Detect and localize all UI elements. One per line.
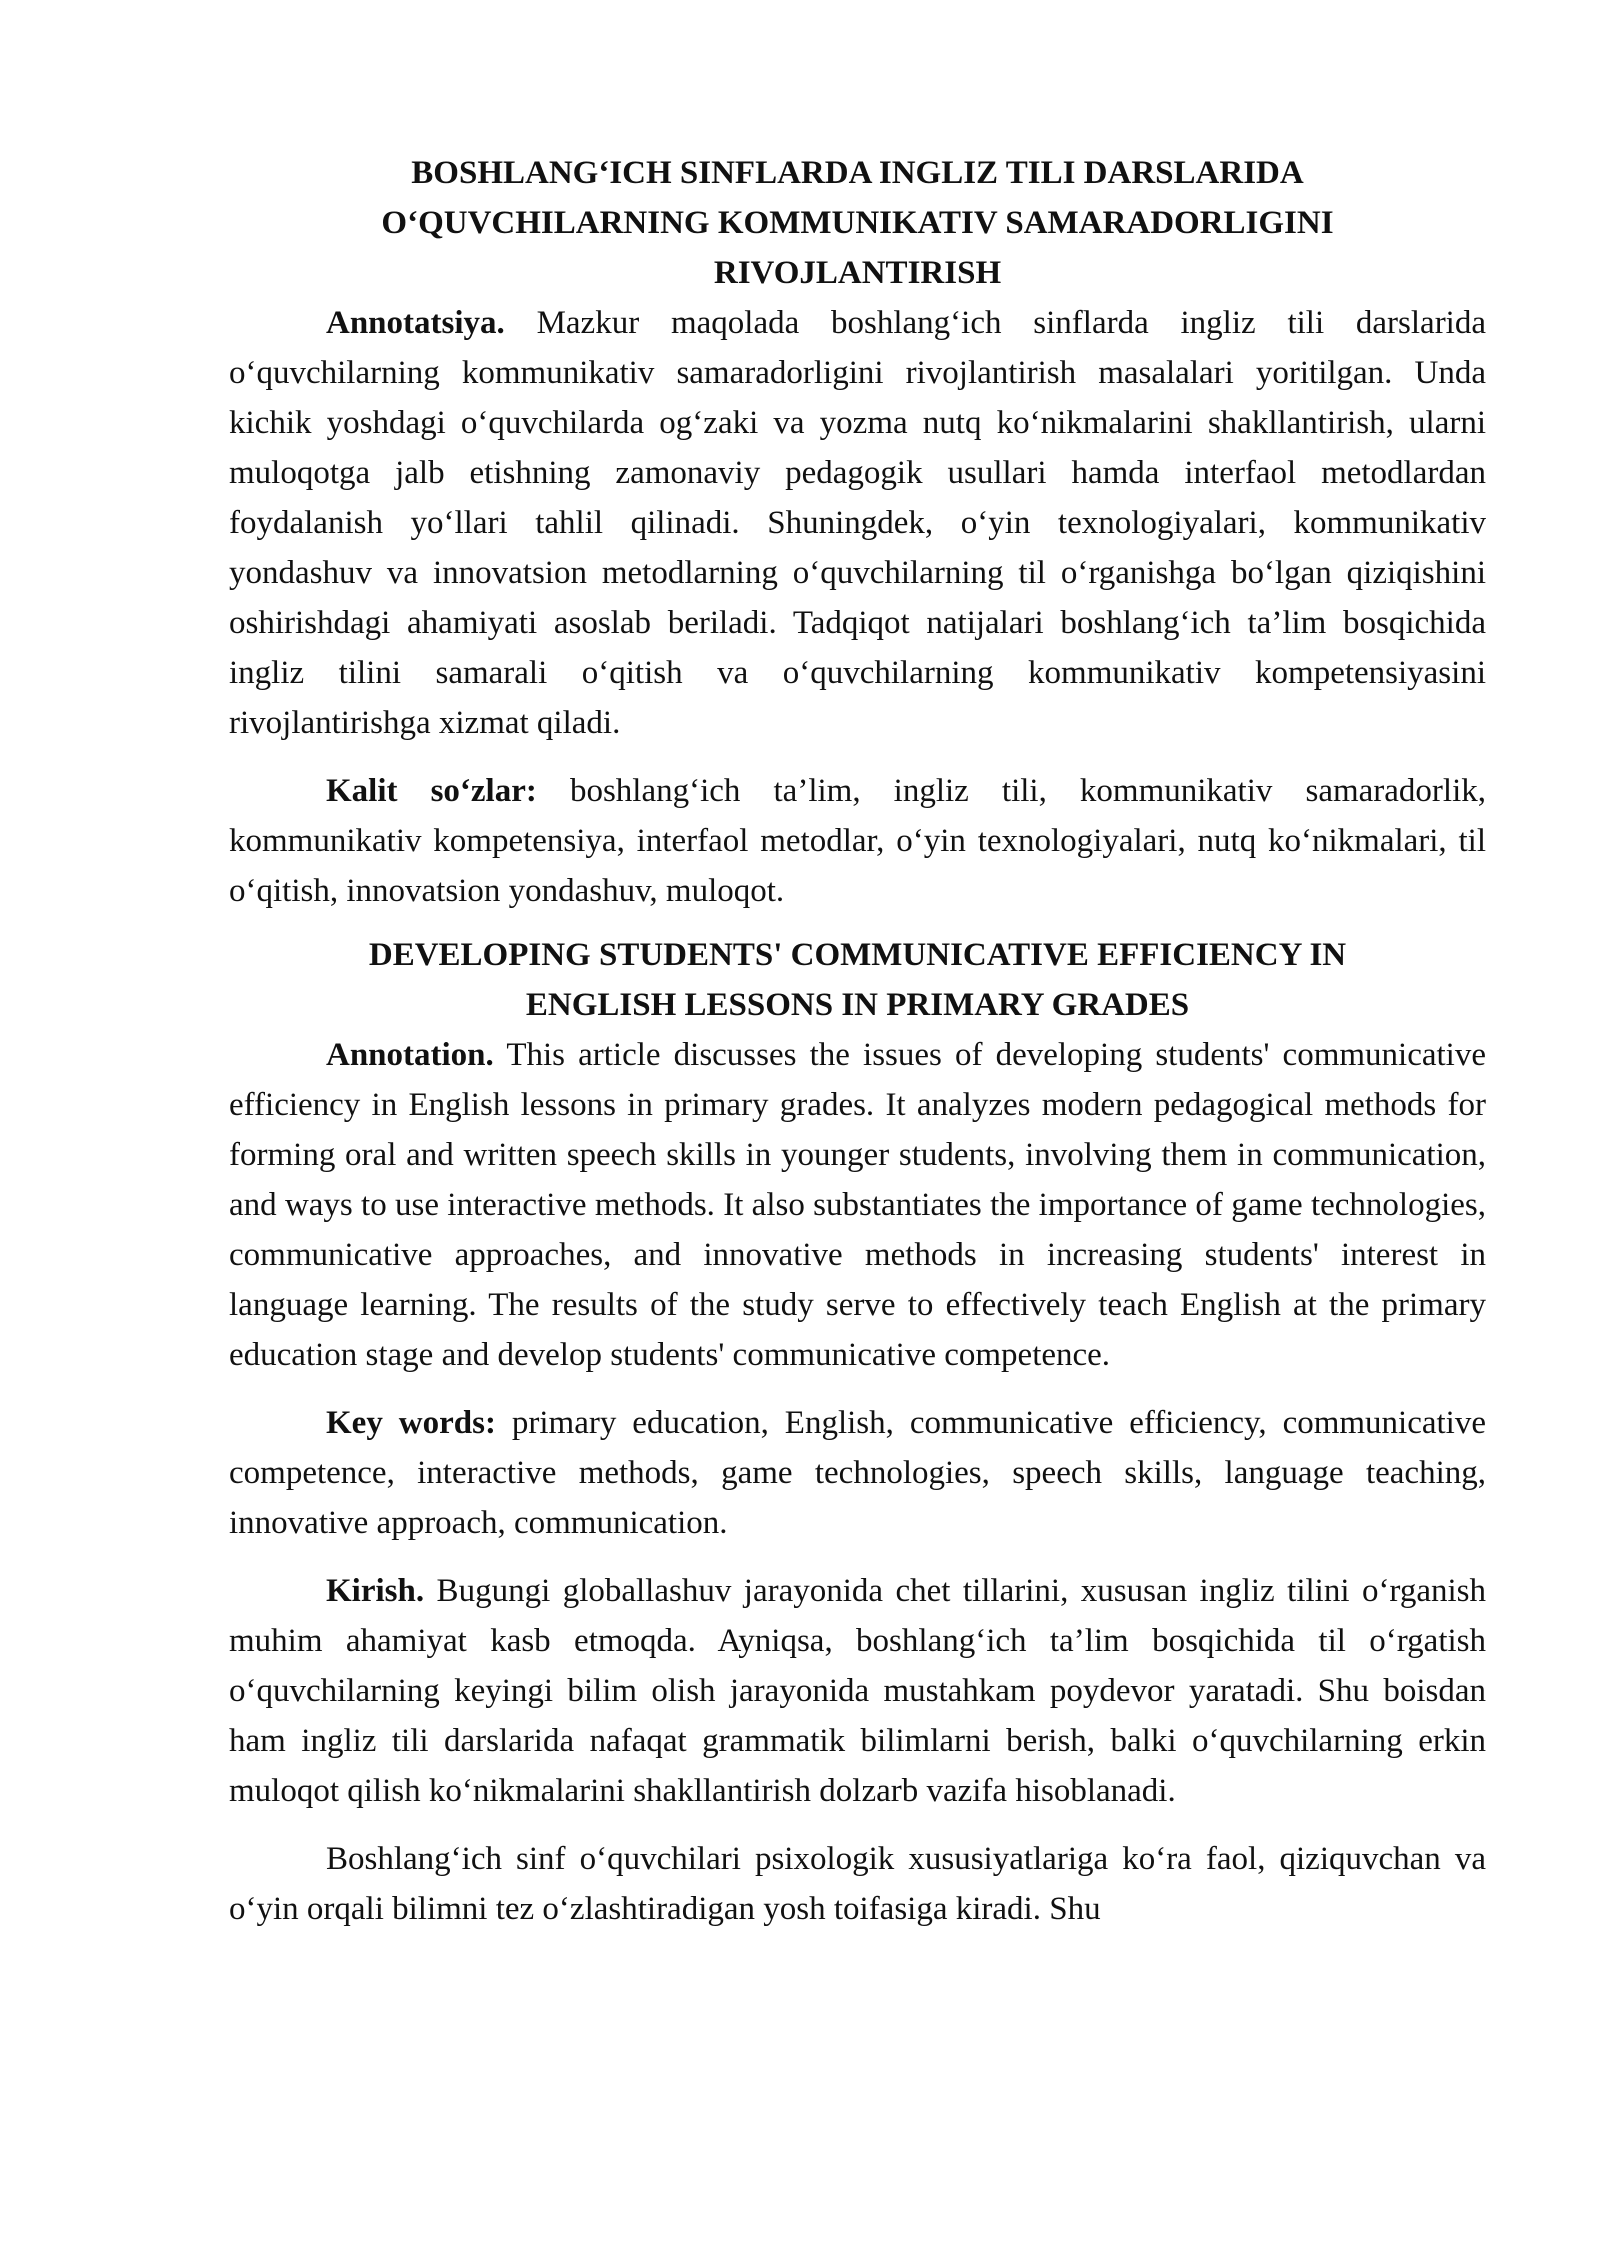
english-title xyxy=(229,930,1486,1030)
english-keywords xyxy=(229,1398,1486,1548)
introduction-paragraph xyxy=(229,1566,1486,1816)
introduction-text: Bugungi globallashuv jarayonida chet tillarini, xususan ingliz tilini o‘rganish muhim ahamiyat kasb etmoqda. Ayniqsa, boshlang‘ich ta’lim bosqichida til o‘rgatish o‘quvchilarning keyingi bilim olish jarayonida mustahkam poydevor yaratadi. Shu boisdan ham ingliz tili darslarida nafaqat grammatik bilimlarni berish, balki o‘quvchilarning erkin muloqot qilish ko‘nikmalarini shakllantirish dolzarb vazifa hisoblanadi. xyxy=(229,1573,1486,1809)
uzbek-title-line-1: BOSHLANG‘ICH SINFLARDA INGLIZ TILI DARSLARIDA xyxy=(411,155,1304,191)
english-keywords-label: Key words: xyxy=(326,1405,496,1441)
english-abstract-text: This article discusses the issues of developing students' communicative efficiency in English lessons in primary grades. It analyzes modern pedagogical methods for forming oral and written speech skills in younger students, involving them in communication, and ways to use interactive methods. It also substantiates the importance of game technologies, communicative approaches, and innovative methods in increasing students' interest in language learning. The results of the study serve to effectively teach English at the primary education stage and develop students' communicative competence. xyxy=(229,1037,1486,1373)
english-abstract xyxy=(229,1030,1486,1380)
english-title-line-1: DEVELOPING STUDENTS' COMMUNICATIVE EFFICIENCY IN xyxy=(368,937,1347,973)
paper-page xyxy=(229,148,1486,1934)
uzbek-abstract-text: Mazkur maqolada boshlang‘ich sinflarda ingliz tili darslarida o‘quvchilarning kommunikativ samaradorligini rivojlantirish masalalari yoritilgan. Unda kichik yoshdagi o‘quvchilarda og‘zaki va yozma nutq ko‘nikmalarini shakllantirish, ularni muloqotga jalb etishning zamonaviy pedagogik usullari hamda interfaol metodlardan foydalanish yo‘llari tahlil qilinadi. Shuningdek, o‘yin texnologiyalari, kommunikativ yondashuv va innovatsion metodlarning o‘quvchilarning til o‘rganishga bo‘lgan qiziqishini oshirishdagi ahamiyati asoslab beriladi. Tadqiqot natijalari boshlang‘ich ta’lim bosqichida ingliz tilini samarali o‘qitish va o‘quvchilarning kommunikativ kompetensiyasini rivojlantirishga xizmat qiladi. xyxy=(229,305,1486,741)
uzbek-title-line-2: O‘QUVCHILARNING KOMMUNIKATIV SAMARADORLIGINI xyxy=(381,205,1334,241)
uzbek-abstract-label: Annotatsiya. xyxy=(326,305,505,341)
uzbek-title xyxy=(229,148,1486,298)
introduction-label: Kirish. xyxy=(326,1573,425,1609)
english-abstract-label: Annotation. xyxy=(326,1037,494,1073)
english-title-line-2: ENGLISH LESSONS IN PRIMARY GRADES xyxy=(525,987,1190,1023)
uzbek-title-line-3: RIVOJLANTIRISH xyxy=(713,255,1002,291)
uzbek-abstract xyxy=(229,298,1486,748)
uzbek-keywords-text: boshlang‘ich ta’lim, ingliz tili, kommunikativ samaradorlik, kommunikativ kompetensiya, interfaol metodlar, o‘yin texnologiyalari, nutq ko‘nikmalari, til o‘qitish, innovatsion yondashuv, muloqot. xyxy=(229,773,1487,909)
body-paragraph-2: Boshlang‘ich sinf o‘quvchilari psixologik xususiyatlariga ko‘ra faol, qiziquvchan va o‘yin orqali bilimni tez o‘zlashtiradigan yosh toifasiga kiradi. Shu xyxy=(229,1841,1486,1927)
english-keywords-text: primary education, English, communicative efficiency, communicative competence, interactive methods, game technologies, speech skills, language teaching, innovative approach, communication. xyxy=(229,1405,1486,1541)
uzbek-keywords xyxy=(229,766,1486,916)
uzbek-keywords-label: Kalit so‘zlar: xyxy=(326,773,537,809)
